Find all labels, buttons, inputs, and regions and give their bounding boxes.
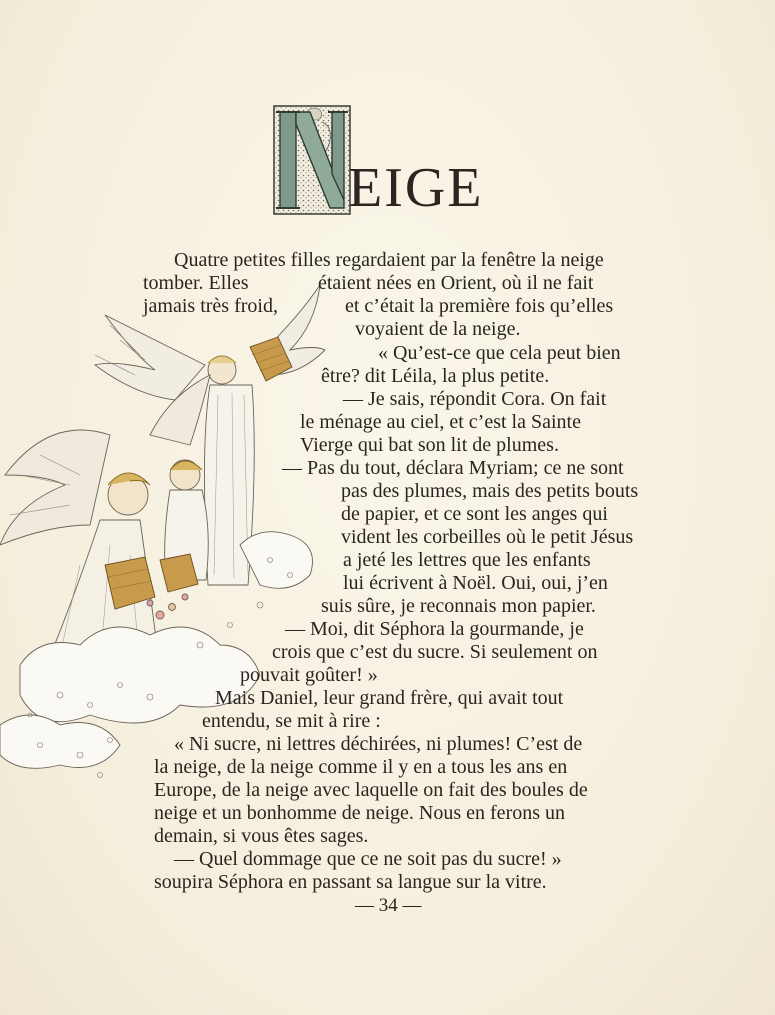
text-line: lui écrivent à Noël. Oui, oui, j’en [343, 572, 608, 594]
text-line: et c’était la première fois qu’elles [345, 295, 614, 317]
text-line: — Pas du tout, déclara Myriam; ce ne sont [282, 457, 624, 479]
text-line: pouvait goûter! » [240, 664, 378, 686]
text-line: entendu, se mit à rire : [202, 710, 381, 732]
text-line: étaient nées en Orient, où il ne fait [318, 272, 594, 294]
drop-cap-text: N [272, 104, 273, 105]
text-line: Quatre petites filles regardaient par la fenêtre la neige [174, 249, 604, 271]
text-line: Europe, de la neige avec laquelle on fait des boules de [154, 779, 588, 801]
text-line: Mais Daniel, leur grand frère, qui avait tout [215, 687, 564, 709]
text-line: pas des plumes, mais des petits bouts [341, 480, 639, 502]
text-line: suis sûre, je reconnais mon papier. [321, 595, 596, 617]
text-line: la neige, de la neige comme il y en a tous les ans en [154, 756, 568, 778]
text-line: tomber. Elles [143, 272, 249, 294]
text-line: jamais très froid, [143, 295, 278, 317]
text-line: neige et un bonhomme de neige. Nous en ferons un [154, 802, 566, 824]
text-line: vident les corbeilles où le petit Jésus [341, 526, 634, 548]
text-line: — Moi, dit Séphora la gourmande, je [285, 618, 584, 640]
text-line: crois que c’est du sucre. Si seulement on [272, 641, 598, 663]
text-line: a jeté les lettres que les enfants [343, 549, 591, 571]
title-text: EIGE [348, 157, 484, 219]
text-line: voyaient de la neige. [355, 318, 521, 340]
text-line: « Ni sucre, ni lettres déchirées, ni plumes! C’est de [174, 733, 583, 755]
text-line: être? dit Léila, la plus petite. [321, 365, 550, 387]
text-line: soupira Séphora en passant sa langue sur la vitre. [154, 871, 547, 893]
text-line: — Je sais, répondit Cora. On fait [343, 388, 607, 410]
ornamental-drop-cap [272, 104, 352, 216]
text-line: demain, si vous êtes sages. [154, 825, 369, 847]
text-line: le ménage au ciel, et c’est la Sainte [300, 411, 581, 433]
text-line: — Quel dommage que ce ne soit pas du sucre! » [174, 848, 562, 870]
text-line: Vierge qui bat son lit de plumes. [300, 434, 559, 456]
chapter-title [272, 104, 552, 224]
text-line: « Qu’est-ce que cela peut bien [378, 342, 621, 364]
page-number: — 34 — [355, 895, 422, 916]
text-line: de papier, et ce sont les anges qui [341, 503, 608, 525]
